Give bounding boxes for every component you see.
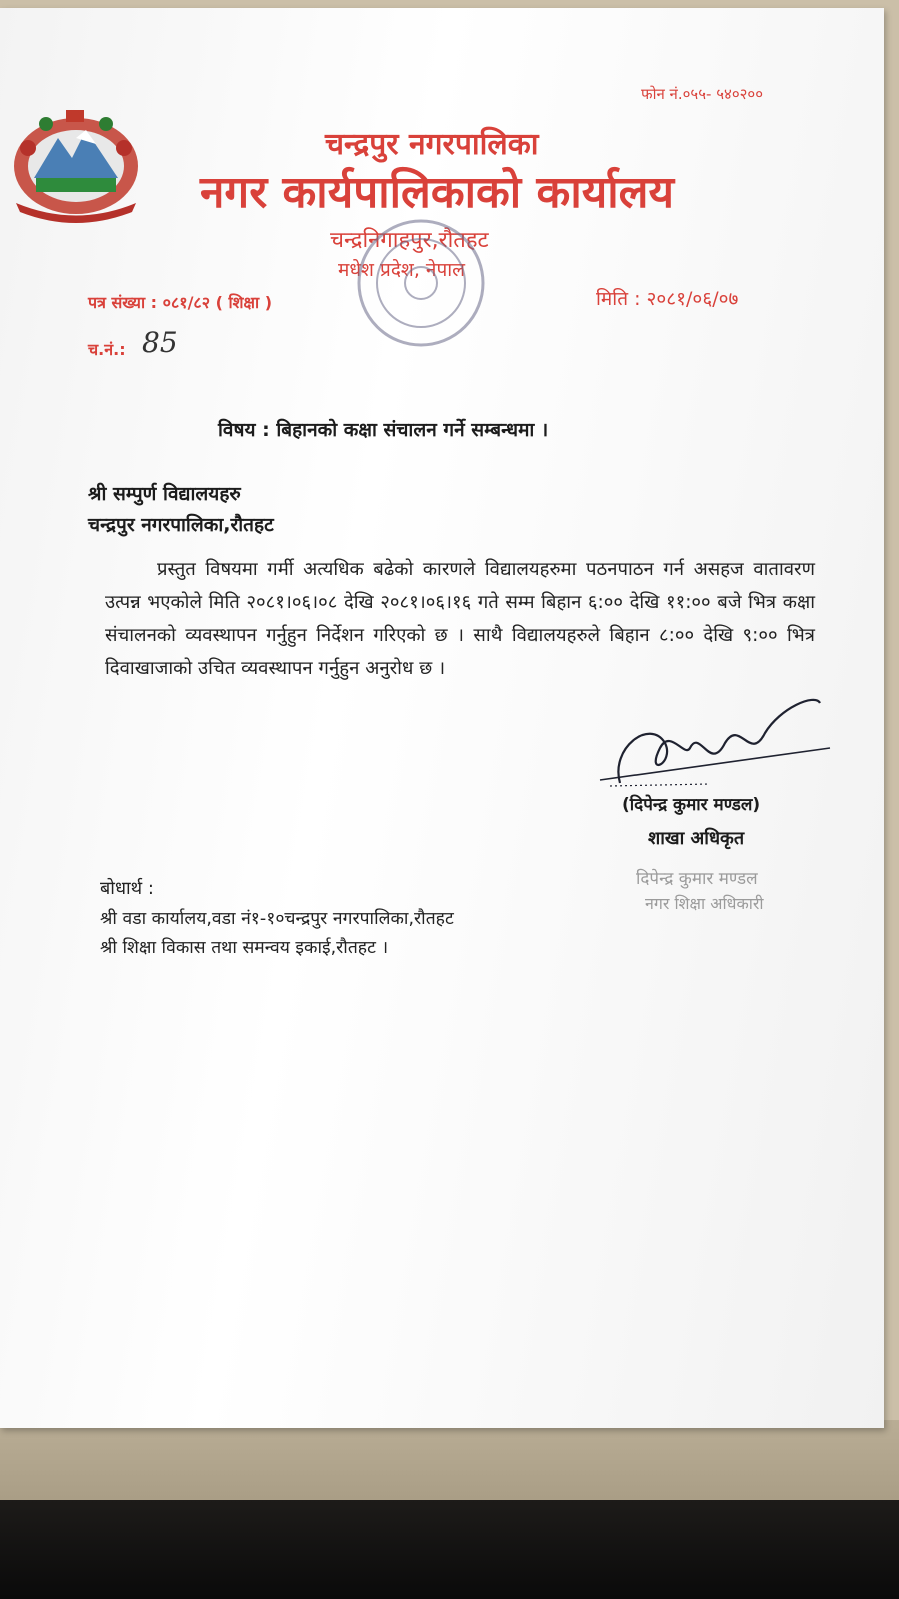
phone-number: फोन नं.०५५- ५४०२०० (641, 85, 764, 103)
signature-icon (590, 688, 840, 798)
designation-stamp: नगर शिक्षा अधिकारी (645, 894, 764, 913)
recipient-line-2: चन्द्रपुर नगरपालिका,रौतहट (88, 514, 274, 536)
signatory-name: (दिपेन्द्र कुमार मण्डल) (622, 795, 761, 815)
letter-date: मिति : २०८१/०६/०७ (596, 288, 739, 310)
recipient-line-1: श्री सम्पुर्ण विद्यालयहरु (88, 483, 241, 505)
reference-number: पत्र संख्या : ०८१/८२ ( शिक्षा ) (88, 293, 273, 312)
cc-label: बोधार्थ : (100, 878, 154, 899)
name-stamp: दिपेन्द्र कुमार मण्डल (636, 869, 758, 889)
cc-line-1: श्री वडा कार्यालय,वडा नं१-१०चन्द्रपुर नगरपालिका,रौतहट (100, 909, 454, 929)
cc-line-2: श्री शिक्षा विकास तथा समन्वय इकाई,रौतहट । (100, 938, 389, 958)
dispatch-label: च.नं.: (88, 340, 126, 359)
municipality-name: चन्द्रपुर नगरपालिका (325, 127, 539, 162)
dispatch-number: 85 (142, 326, 178, 359)
nepal-emblem-icon (6, 108, 146, 223)
signatory-title: शाखा अधिकृत (648, 828, 745, 849)
office-seal-icon (346, 208, 496, 358)
province-line: मधेश प्रदेश, नेपाल (338, 259, 466, 281)
dark-background (0, 1500, 899, 1599)
office-name: नगर कार्यपालिकाको कार्यालय (200, 167, 674, 218)
letter-subject: विषय : बिहानको कक्षा संचालन गर्ने सम्बन्धमा । (218, 419, 549, 441)
letter-body: प्रस्तुत विषयमा गर्मी अत्यधिक बढेको कारणले विद्यालयहरुमा पठनपाठन गर्न असहज वातावरण उत्पन्न भएकोले मिति २०८१।०६।०८ देखि २०८१।०६।१६ गते सम्म बिहान ६:०० देखि ११:०० बजे भित्र कक्षा संचालनको व्यवस्थापन गर्नुहुन निर्देशन गरिएको छ । साथै विद्यालयहरुले बिहान ८:०० देखि ९:०० भित्र दिवाखाजाको उचित व्यवस्थापन गर्नुहुन अनुरोध छ । (105, 559, 815, 679)
table-surface (0, 1420, 899, 1510)
office-location: चन्द्रनिगाहपुर,रौतहट (330, 228, 489, 253)
